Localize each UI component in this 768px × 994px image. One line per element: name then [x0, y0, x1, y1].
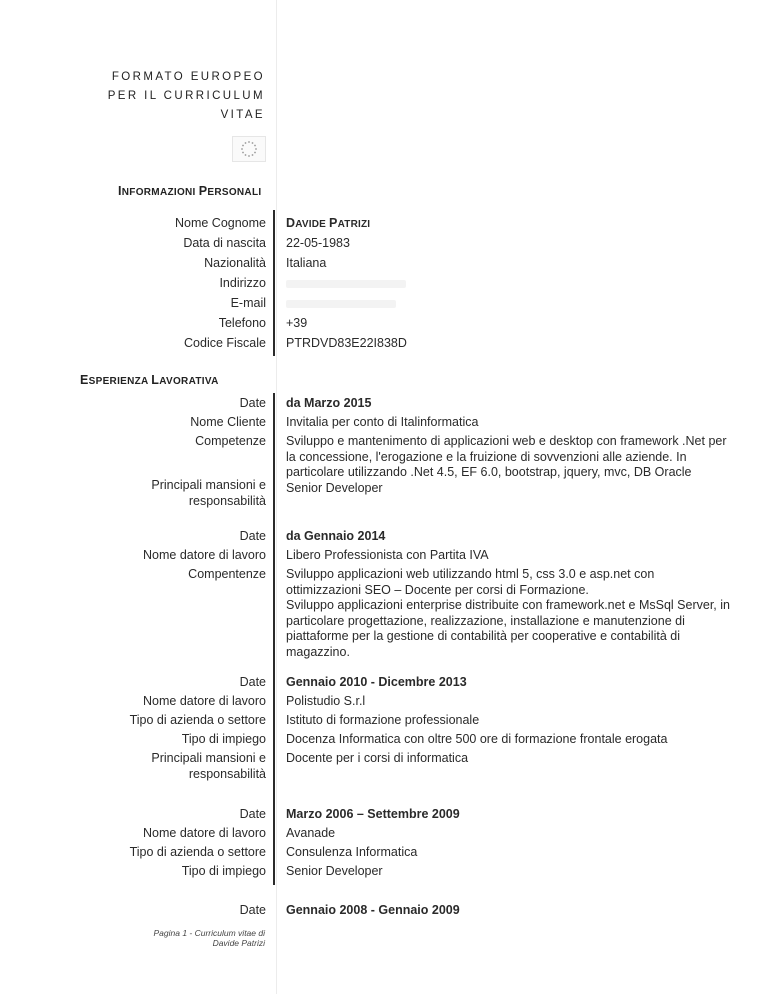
entry3-type: Docenza Informatica con oltre 500 ore di formazione frontale erogata: [286, 732, 668, 746]
label-name: Nome Cognome: [174, 216, 266, 230]
label-address: Indirizzo: [219, 276, 266, 290]
entry3-employer: Polistudio S.r.l: [286, 694, 366, 708]
redacted-address: [286, 280, 406, 288]
entry4-date: Marzo 2006 – Settembre 2009: [286, 807, 460, 821]
label-nationality: Nazionalità: [204, 256, 266, 270]
title-line-1: FORMATO EUROPEO: [111, 71, 265, 83]
entry2-skills-web: Sviluppo applicazioni web utilizzando html 5, css 3.0 e asp.net con ottimizzazioni SEO – Docente per corsi di Formazione.: [286, 567, 655, 597]
label-date: Date: [239, 903, 266, 917]
eu-stars-icon: [232, 136, 266, 162]
entry1-client: Invitalia per conto di Italinformatica: [286, 415, 479, 429]
entry2-date: da Gennaio 2014: [286, 529, 386, 543]
label-employer: Nome datore di lavoro: [143, 694, 266, 708]
label-date: Date: [239, 807, 266, 821]
entry3-sector: Istituto di formazione professionale: [286, 713, 480, 727]
label-sector: Tipo di azienda o settore: [129, 713, 266, 727]
section-personal-info: INFORMAZIONI PERSONALI: [118, 184, 262, 198]
label-employment-type: Tipo di impiego: [181, 864, 266, 878]
label-date: Date: [239, 396, 266, 410]
value-tax-code: PTRDVD83E22I838D: [286, 336, 407, 350]
entry3-date: Gennaio 2010 - Dicembre 2013: [286, 675, 467, 689]
title-line-3: VITAE: [220, 109, 265, 121]
label-competences: Compentenze: [188, 567, 266, 581]
entry4-sector: Consulenza Informatica: [286, 845, 418, 859]
title-line-2: PER IL CURRICULUM: [107, 90, 265, 102]
label-tax-code: Codice Fiscale: [184, 336, 266, 350]
label-employer: Nome datore di lavoro: [143, 548, 266, 562]
label-client: Nome Cliente: [190, 415, 266, 429]
label-skills: Competenze: [195, 434, 266, 448]
label-duties: Principali mansioni e: [151, 478, 266, 492]
footer-author: Davide Patrizi: [212, 938, 265, 948]
label-phone: Telefono: [218, 316, 266, 330]
entry4-employer: Avanade: [286, 826, 336, 840]
label-date: Date: [239, 675, 266, 689]
section-work-experience: ESPERIENZA LAVORATIVA: [80, 373, 219, 387]
label-email: E-mail: [230, 296, 266, 310]
label-date: Date: [239, 529, 266, 543]
redacted-email: [286, 300, 396, 308]
column-divider-experience: [273, 393, 275, 885]
entry2-employer: Libero Professionista con Partita IVA: [286, 548, 489, 562]
entry1-role: Senior Developer: [286, 481, 383, 495]
label-sector: Tipo di azienda o settore: [129, 845, 266, 859]
value-nationality: Italiana: [286, 256, 327, 270]
entry1-skills: Sviluppo e mantenimento di applicazioni web e desktop con framework .Net per la concessione, l'erogazione e la fruizione di sovvenzioni alle aziende. In particolare utilizzando .Net 4.5, EF 6.0, bootstrap, jquery, mvc, DB Oracle: [286, 434, 727, 479]
value-birth: 22-05-1983: [286, 236, 350, 250]
label-duties: Principali mansioni e: [151, 751, 266, 765]
page-fold-line: [276, 0, 277, 994]
value-phone: +39: [286, 316, 308, 330]
entry3-duties: Docente per i corsi di informatica: [286, 751, 469, 765]
label-responsibilities: responsabilità: [188, 767, 266, 781]
value-name: DAVIDE PATRIZI: [286, 216, 371, 230]
label-employer: Nome datore di lavoro: [143, 826, 266, 840]
label-responsibilities: responsabilità: [188, 494, 266, 508]
label-birth: Data di nascita: [183, 236, 266, 250]
footer-page-info: Pagina 1 - Curriculum vitae di: [153, 928, 265, 938]
entry1-date: da Marzo 2015: [286, 396, 372, 410]
entry5-date: Gennaio 2008 - Gennaio 2009: [286, 903, 460, 917]
entry2-skills-enterprise: Sviluppo applicazioni enterprise distribuite con framework.net e MsSql Server, in particolare progettazione, realizzazione, installazione e manutenzione di piattaforme per la gestione di contabilità per cooperative e contabilità di magazzino.: [286, 598, 730, 659]
column-divider: [273, 210, 275, 356]
label-employment-type: Tipo di impiego: [181, 732, 266, 746]
entry4-type: Senior Developer: [286, 864, 383, 878]
